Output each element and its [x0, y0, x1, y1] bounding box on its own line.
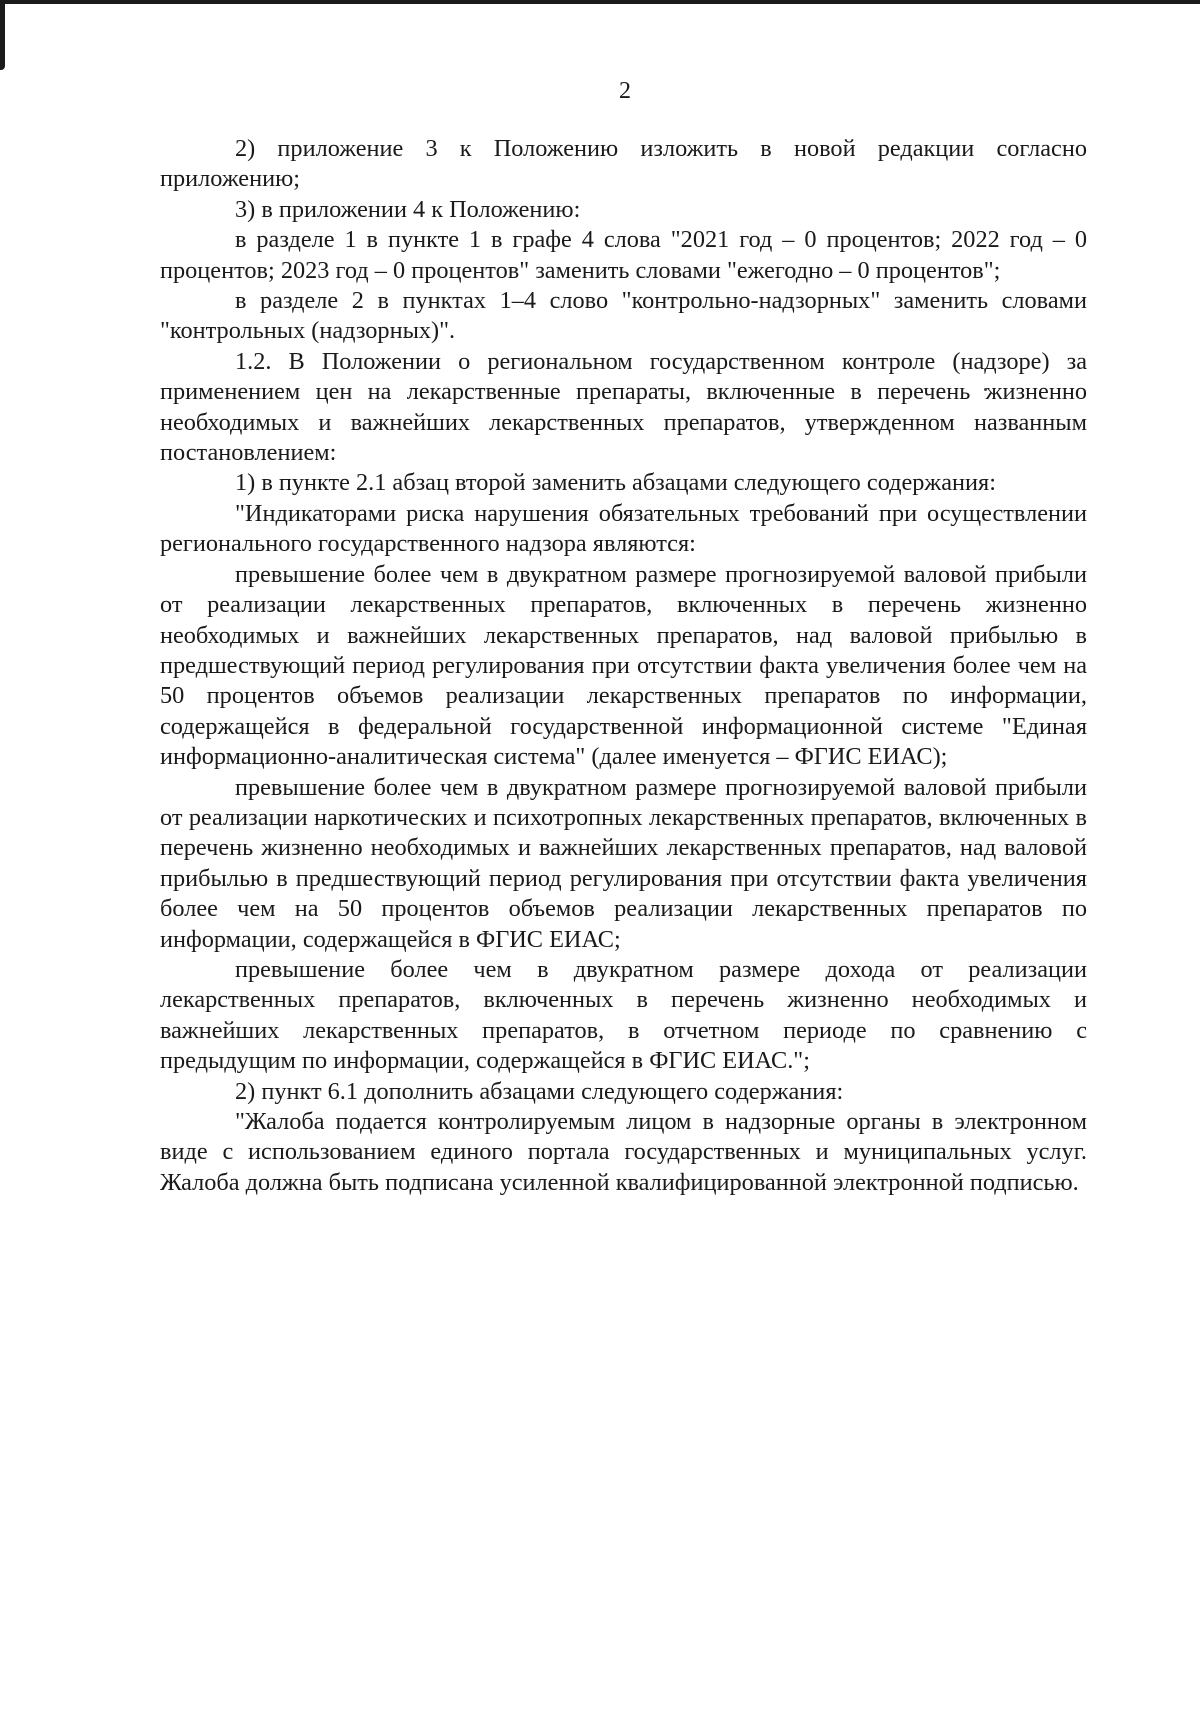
- paragraph: 1.2. В Положении о региональном государственном контроле (надзоре) за применением цен на лекарственные препараты, включенные в перечень жизненно необходимых и важнейших лекарственных препаратов, утвержденном названным постановлением:: [160, 347, 1087, 467]
- paragraph: 1) в пункте 2.1 абзац второй заменить абзацами следующего содержания:: [235, 469, 996, 497]
- paragraph: превышение более чем в двукратном размере прогнозируемой валовой прибыли от реализации лекарственных препаратов, включенных в перечень жизненно необходимых и важнейших лекарственных препаратов, над валовой прибылью в предшествующий период регулирования при отсутствии факта увеличения более чем на 50 процентов объемов реализации лекарственных препаратов по информации, содержащейся в федеральной государственной информационной системе "Единая информационно-аналитическая система" (далее именуется – ФГИС ЕИАС);: [160, 560, 1087, 771]
- paragraph: "Жалоба подается контролируемым лицом в надзорные органы в электронном виде с использованием единого портала государственных и муниципальных услуг. Жалоба должна быть подписана усиленной квалифицированной электронной подписью.: [160, 1108, 1087, 1196]
- paragraph: 3) в приложении 4 к Положению:: [235, 195, 581, 223]
- document-body: [160, 134, 1087, 1198]
- paragraph: в разделе 1 в пункте 1 в графе 4 слова "2021 год – 0 процентов; 2022 год – 0 процентов; 2023 год – 0 процентов" заменить словами "ежегодно – 0 процентов";: [160, 226, 1087, 284]
- paragraph: 2) пункт 6.1 дополнить абзацами следующего содержания:: [235, 1077, 844, 1105]
- paragraph: в разделе 2 в пунктах 1–4 слово "контрольно-надзорных" заменить словами "контрольных (надзорных)".: [160, 287, 1087, 345]
- paragraph: "Индикаторами риска нарушения обязательных требований при осуществлении регионального государственного надзора являются:: [160, 499, 1087, 558]
- paragraph: превышение более чем в двукратном размере дохода от реализации лекарственных препаратов, включенных в перечень жизненно необходимых и важнейших лекарственных препаратов, в отчетном периоде по сравнению с предыдущим по информации, содержащейся в ФГИС ЕИАС.";: [160, 955, 1087, 1075]
- page-number: 2: [619, 78, 631, 104]
- scan-edge-left: [0, 0, 5, 70]
- paragraph: 2) приложение 3 к Положению изложить в новой редакции согласно приложению;: [160, 135, 1087, 193]
- scan-edge-top: [0, 0, 1200, 4]
- paragraph: превышение более чем в двукратном размере прогнозируемой валовой прибыли от реализации наркотических и психотропных лекарственных препаратов, включенных в перечень жизненно необходимых и важнейших лекарственных препаратов, над валовой прибылью в предшествующий период регулирования при отсутствии факта увеличения более чем на 50 процентов объемов реализации лекарственных препаратов по информации, содержащейся в ФГИС ЕИАС;: [160, 773, 1087, 953]
